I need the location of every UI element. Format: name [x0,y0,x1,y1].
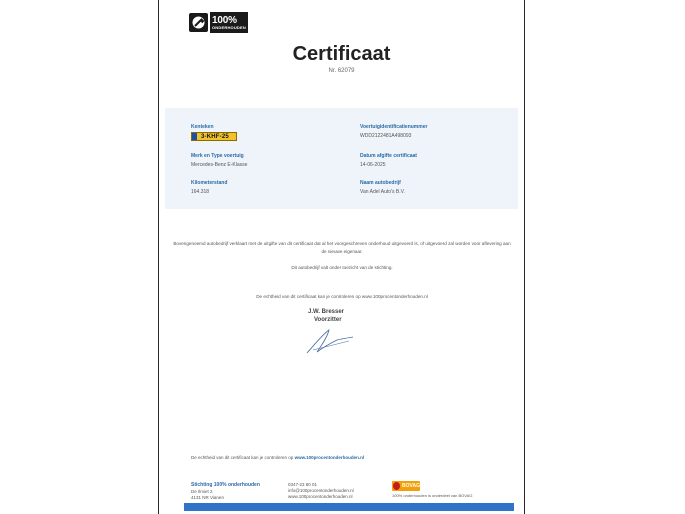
address-line-1: De Ilmiet 2 [191,489,213,494]
organization-name: Stichting 100% onderhouden [191,482,260,488]
wrench-icon [189,13,208,32]
authenticity-note [191,455,364,460]
signatory-role: Voorzitter [314,317,342,323]
mileage-label: Kilometerstand [191,180,228,186]
footer-bar [184,503,514,511]
date-label: Datum afgifte certificaat [360,153,417,159]
mileage-field [191,180,227,195]
supervision-text: Dit autobedrijf valt onder toezicht van de stichting. [291,265,393,270]
bovag-logo-text: BOVAG [402,483,420,489]
bovag-emblem-icon [393,482,400,490]
plate-label: Kenteken [191,124,214,130]
vehicle-info-panel [165,108,518,209]
eu-flag-icon [192,133,197,140]
address-line-2: 4131 NR Vianen [191,495,224,500]
signature-image [303,326,355,356]
bovag-logo [392,481,420,491]
certificate-number: Nr. 62079 [328,68,355,74]
page-title: Certificaat [292,43,391,65]
date-value: 14-06-2025 [360,162,386,168]
website-link[interactable]: www.100procentonderhouden.nl [288,494,353,499]
certificate-page [158,0,525,514]
logo-percent: 100% [212,14,237,26]
verification-text: De echtheid van dit certificaat kan je controleren op www.100procentonderhouden.nl [256,294,428,299]
date-field [360,153,417,168]
mileage-value: 164.318 [191,189,210,195]
authenticity-link[interactable]: www.100procentonderhouden.nl [294,455,365,460]
phone-number: 0347-23 80 01 [288,482,318,487]
plate-field [191,124,237,141]
plate-number: 3-KHF-25 [201,133,229,140]
make-field [191,153,247,168]
make-value: Mercedes-Benz E-Klasse [191,162,248,168]
vin-label: Voertuigidentificatienummer [360,124,428,130]
company-label: Naam autobedrijf [360,180,401,186]
company-value: Van Adel Auto's B.V. [360,189,405,195]
company-field [360,180,405,195]
vin-field [360,124,427,139]
declaration-text: Bovengenoemd autobedrijf verklaart met de uitgifte van dit certificaat dat al het voorgeschreven onderhoud uitgevoerd is, of uitgevoerd zal worden voor aflevering aan de nieuwe eigenaar. [173,241,511,254]
email-link[interactable]: info@100procentonderhouden.nl [288,488,354,493]
authenticity-prefix: De echtheid van dit certificaat kan je controleren op [191,455,294,460]
bovag-note: 100% onderhouden is onderdeel van BOVAG [392,493,473,498]
brand-logo [189,12,255,33]
license-plate [191,132,237,141]
signatory-name: J.W. Bresser [308,309,345,315]
vin-value: WDD2122481A498093 [360,133,412,139]
make-label: Merk en Type voertuig [191,153,244,159]
logo-subtitle: ONDERHOUDEN [212,24,246,30]
